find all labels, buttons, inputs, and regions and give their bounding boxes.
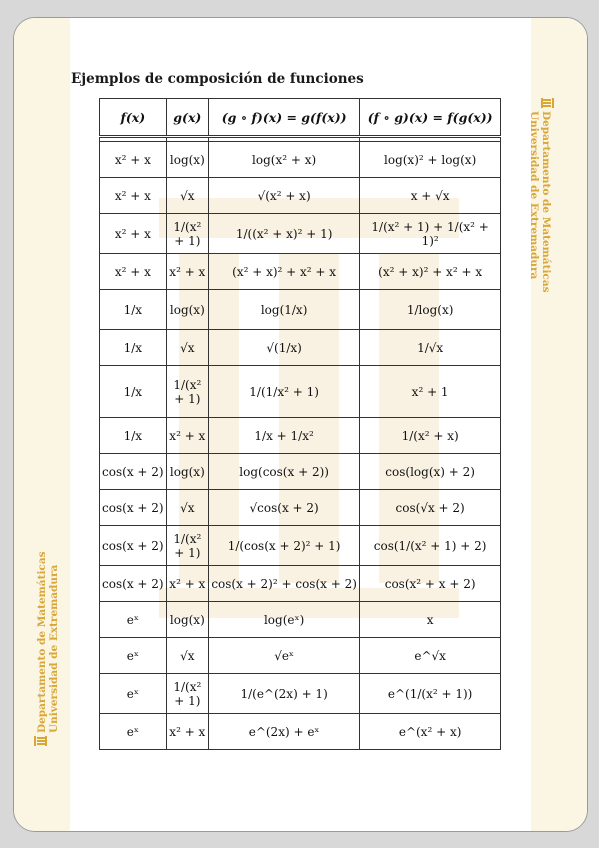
cell-f: x² + x xyxy=(100,214,167,254)
cell-g-of-f: 1/x + 1/x² xyxy=(208,418,359,454)
cell-g: x² + x xyxy=(166,566,208,602)
cell-g-of-f: 1/(cos(x + 2)² + 1) xyxy=(208,526,359,566)
table-row xyxy=(100,714,501,750)
table-row xyxy=(100,178,501,214)
cell-f: cos(x + 2) xyxy=(100,490,167,526)
cell-g-of-f: e^(2x) + eˣ xyxy=(208,714,359,750)
cell-f-of-g: 1/log(x) xyxy=(360,290,501,330)
cell-g-of-f: 1/(e^(2x) + 1) xyxy=(208,674,359,714)
cell-g: 1/(x² + 1) xyxy=(166,674,208,714)
cell-f-of-g: 1/(x² + x) xyxy=(360,418,501,454)
table-body xyxy=(100,137,501,750)
cell-f-of-g: 1/√x xyxy=(360,330,501,366)
cell-g: log(x) xyxy=(166,454,208,490)
cell-f: eˣ xyxy=(100,638,167,674)
cell-g-of-f: (x² + x)² + x² + x xyxy=(208,254,359,290)
cell-f: eˣ xyxy=(100,674,167,714)
table-row xyxy=(100,366,501,418)
cell-f: cos(x + 2) xyxy=(100,526,167,566)
department-name: Departamento de Matemáticas xyxy=(540,111,552,293)
table-row xyxy=(100,674,501,714)
cell-g: √x xyxy=(166,178,208,214)
cell-f: x² + x xyxy=(100,178,167,214)
table-row xyxy=(100,526,501,566)
cell-g: x² + x xyxy=(166,714,208,750)
table-row xyxy=(100,254,501,290)
cell-f-of-g: x² + 1 xyxy=(360,366,501,418)
table-row xyxy=(100,490,501,526)
table-row xyxy=(100,454,501,490)
table-row xyxy=(100,566,501,602)
cell-g: 1/(x² + 1) xyxy=(166,366,208,418)
cell-g: 1/(x² + 1) xyxy=(166,526,208,566)
cell-g-of-f: cos(x + 2)² + cos(x + 2) xyxy=(208,566,359,602)
table-row xyxy=(100,330,501,366)
cell-f-of-g: cos(x² + x + 2) xyxy=(360,566,501,602)
cell-g: log(x) xyxy=(166,290,208,330)
cell-g-of-f: log(eˣ) xyxy=(208,602,359,638)
cell-g: log(x) xyxy=(166,142,208,178)
table-row xyxy=(100,142,501,178)
document-page xyxy=(13,17,588,832)
table-row xyxy=(100,214,501,254)
cell-g-of-f: log(cos(x + 2)) xyxy=(208,454,359,490)
cell-f: 1/x xyxy=(100,418,167,454)
table-row xyxy=(100,290,501,330)
cell-g: log(x) xyxy=(166,602,208,638)
cell-f-of-g: cos(1/(x² + 1) + 2) xyxy=(360,526,501,566)
cell-f: 1/x xyxy=(100,366,167,418)
cell-g-of-f: √eˣ xyxy=(208,638,359,674)
department-name: Departamento de Matemáticas xyxy=(36,551,48,733)
composition-table xyxy=(99,98,501,750)
cell-g-of-f: log(1/x) xyxy=(208,290,359,330)
university-logo-icon xyxy=(34,736,47,746)
cell-g: x² + x xyxy=(166,418,208,454)
department-label-left xyxy=(34,546,60,746)
cell-g-of-f: √(x² + x) xyxy=(208,178,359,214)
cell-f-of-g: e^(1/(x² + 1)) xyxy=(360,674,501,714)
header-g-of-f: (g ∘ f)(x) = g(f(x)) xyxy=(208,99,359,137)
header-g: g(x) xyxy=(166,99,208,137)
university-logo-icon xyxy=(541,98,554,108)
page-title: Ejemplos de composición de funciones xyxy=(71,71,364,87)
cell-f: eˣ xyxy=(100,714,167,750)
cell-f-of-g: x xyxy=(360,602,501,638)
header-f: f(x) xyxy=(100,99,167,137)
cell-f-of-g: cos(√x + 2) xyxy=(360,490,501,526)
cell-f-of-g: e^√x xyxy=(360,638,501,674)
cell-g-of-f: √cos(x + 2) xyxy=(208,490,359,526)
cell-g-of-f: 1/(1/x² + 1) xyxy=(208,366,359,418)
cell-f: 1/x xyxy=(100,330,167,366)
cell-f: 1/x xyxy=(100,290,167,330)
cell-g: x² + x xyxy=(166,254,208,290)
cell-g-of-f: 1/((x² + x)² + 1) xyxy=(208,214,359,254)
cell-g: √x xyxy=(166,330,208,366)
university-name: Universidad de Extremadura xyxy=(528,111,540,280)
cell-f: x² + x xyxy=(100,142,167,178)
cell-g: 1/(x² + 1) xyxy=(166,214,208,254)
cell-g-of-f: √(1/x) xyxy=(208,330,359,366)
cell-g: √x xyxy=(166,490,208,526)
table-header-row xyxy=(100,99,501,137)
cell-f: x² + x xyxy=(100,254,167,290)
table-row xyxy=(100,418,501,454)
header-f-of-g: (f ∘ g)(x) = f(g(x)) xyxy=(360,99,501,137)
cell-f: cos(x + 2) xyxy=(100,454,167,490)
university-name: Universidad de Extremadura xyxy=(48,564,60,733)
cell-g: √x xyxy=(166,638,208,674)
department-label-right xyxy=(528,98,554,298)
cell-g-of-f: log(x² + x) xyxy=(208,142,359,178)
cell-f-of-g: 1/(x² + 1) + 1/(x² + 1)² xyxy=(360,214,501,254)
cell-f-of-g: log(x)² + log(x) xyxy=(360,142,501,178)
cell-f-of-g: x + √x xyxy=(360,178,501,214)
cell-f-of-g: (x² + x)² + x² + x xyxy=(360,254,501,290)
cell-f-of-g: cos(log(x) + 2) xyxy=(360,454,501,490)
table-row xyxy=(100,638,501,674)
table-row xyxy=(100,602,501,638)
cell-f: eˣ xyxy=(100,602,167,638)
cell-f-of-g: e^(x² + x) xyxy=(360,714,501,750)
cell-f: cos(x + 2) xyxy=(100,566,167,602)
